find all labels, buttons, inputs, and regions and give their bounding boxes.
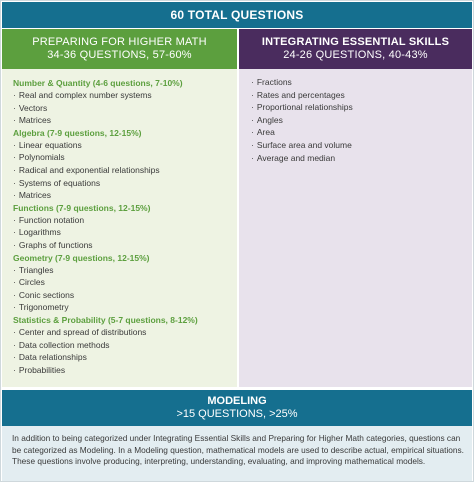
list-item: · Trigonometry [13,301,237,314]
essential-skills-header [239,29,472,69]
list-item: · Data relationships [13,351,237,364]
essential-skills-subtitle: 24-26 QUESTIONS, 40-43% [283,49,428,61]
list-item: · Circles [13,276,237,289]
section-title: Geometry (7-9 questions, 12-15%) [13,252,150,263]
higher-math-panel [2,69,237,387]
higher-math-header [2,29,237,69]
list-item: · Real and complex number systems [13,89,237,102]
list-item: · Conic sections [13,289,237,302]
modeling-description: In addition to being categorized under Integrating Essential Skills and Preparing for Higher Math categories, questions can be categorized as Modeling. In a Modeling question, mathematical models are used to describe actual, empirical situations. These questions involve producing, interpreting, understanding, evaluating, and improving mathematical models. [2,426,472,481]
section-title: Algebra (7-9 questions, 12-15%) [13,127,142,138]
essential-skills-title: INTEGRATING ESSENTIAL SKILLS [261,36,450,48]
list-item: · Surface area and volume [251,139,472,152]
section-geometry [13,252,237,314]
list-item: · Fractions [251,76,472,89]
list-item: · Systems of equations [13,177,237,190]
list-item: · Triangles [13,264,237,277]
list-item: · Data collection methods [13,339,237,352]
list-item: · Function notation [13,214,237,227]
list-item: · Rates and percentages [251,89,472,102]
list-item: · Center and spread of distributions [13,326,237,339]
list-item: · Radical and exponential relationships [13,164,237,177]
list-item: · Vectors [13,102,237,115]
higher-math-subtitle: 34-36 QUESTIONS, 57-60% [47,49,192,61]
total-questions-header: 60 TOTAL QUESTIONS [2,2,472,28]
modeling-subtitle: >15 QUESTIONS, >25% [176,408,298,420]
section-functions [13,202,237,252]
section-title: Number & Quantity (4-6 questions, 7-10%) [13,78,183,88]
essential-skills-panel [239,69,472,387]
list-item: · Area [251,126,472,139]
section-algebra [13,127,237,202]
list-item: · Average and median [251,152,472,165]
list-item: · Polynomials [13,151,237,164]
list-item: · Graphs of functions [13,239,237,252]
list-item: · Angles [251,114,472,127]
section-title: Functions (7-9 questions, 12-15%) [13,202,151,213]
list-item: · Probabilities [13,364,237,377]
list-item: · Matrices [13,189,237,202]
section-title: Statistics & Probability (5-7 questions, 8-12%) [13,314,198,325]
list-item: · Proportional relationships [251,101,472,114]
higher-math-title: PREPARING FOR HIGHER MATH [32,36,207,48]
list-item: · Logarithms [13,226,237,239]
section-statistics-probability [13,314,237,376]
list-item: · Linear equations [13,139,237,152]
modeling-header [2,390,472,426]
modeling-title: MODELING [207,395,267,407]
section-number-quantity [13,77,237,127]
list-item: · Matrices [13,114,237,127]
